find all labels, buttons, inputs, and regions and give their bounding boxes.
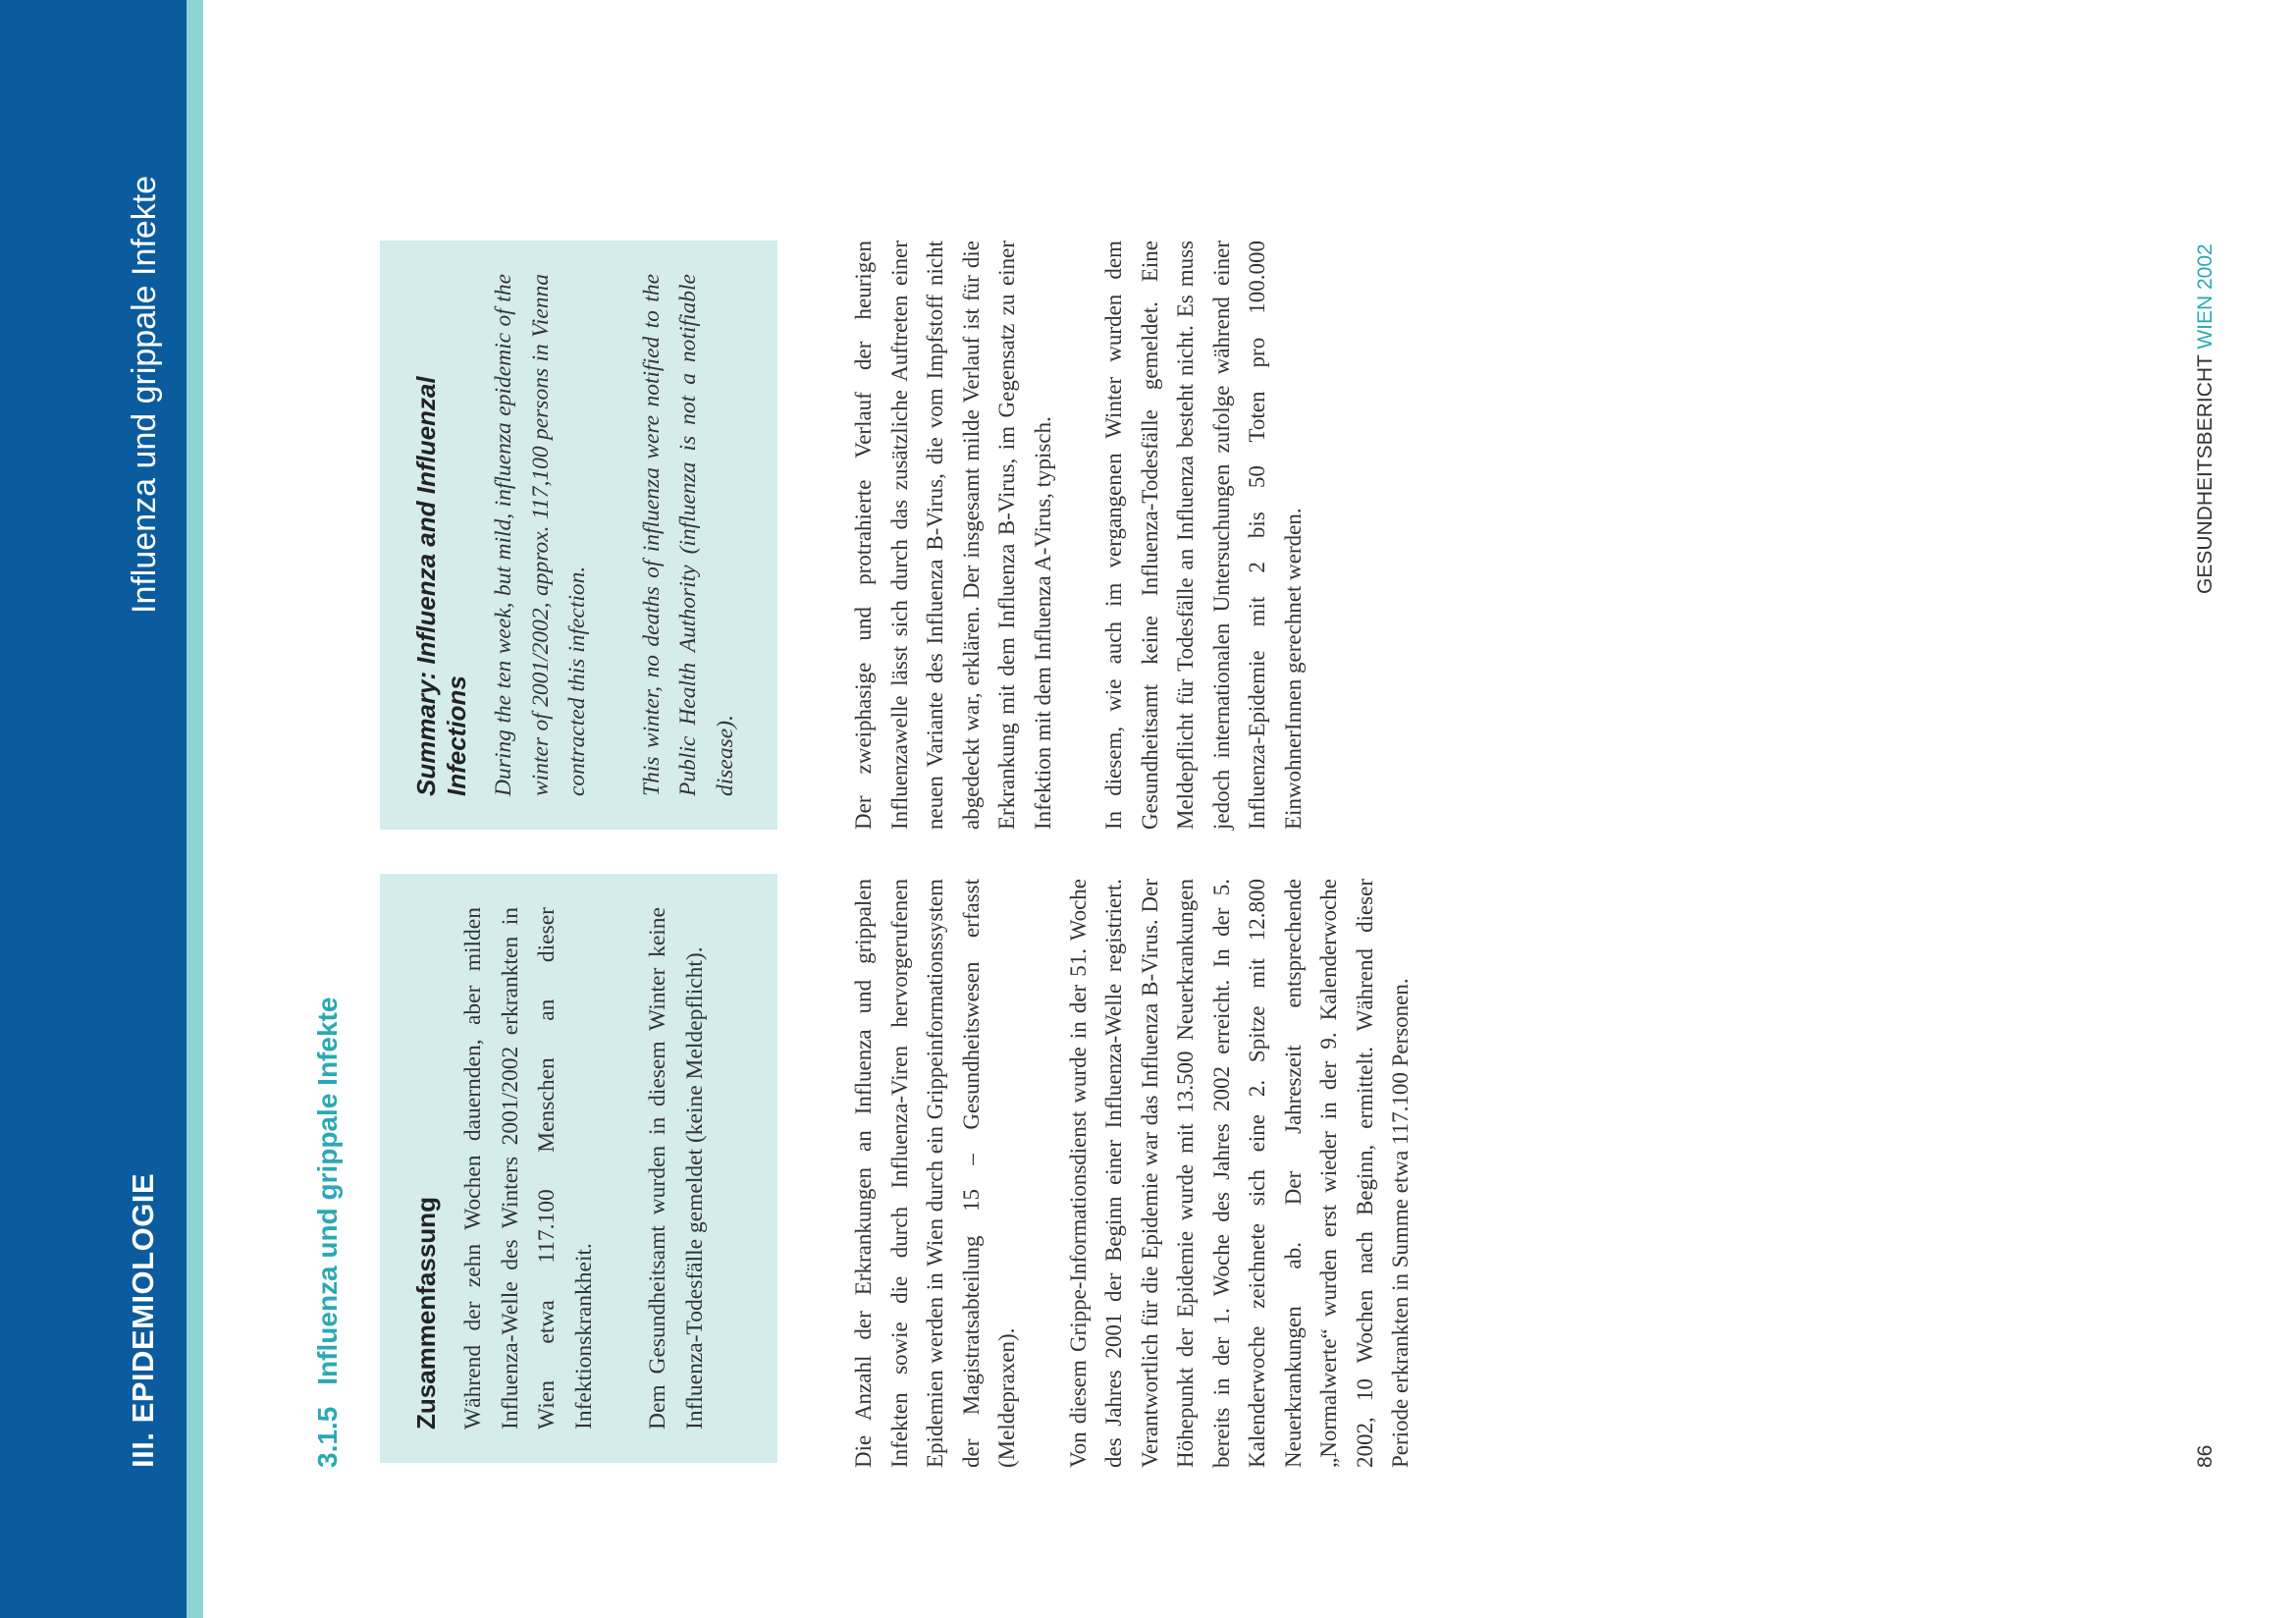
- body-column-2: [846, 241, 1347, 830]
- section-header: III. EPIDEMIOLOGIE: [126, 1172, 160, 1468]
- body-paragraph: Der zweiphasige und protrahierte Verlauf der heurigen Influenzawelle lässt sich durch das zusätzliche Auftreten einer neuen Variante des Influenza B-Virus, die vom Impfstoff nicht abgedeckt war, erklären. Der insgesamt milde Verlauf ist für die Erkrankung mit dem Influenza B-Virus, im Gegensatz zu einer Infektion mit dem Influenza A-Virus, typisch.: [851, 241, 1055, 830]
- body-column-1: [846, 879, 1455, 1468]
- summary-paragraph: Dem Gesundheitsamt wurden in diesem Winter keine Influenza-Todesfälle gemeldet (keine Meldepflicht).: [645, 907, 708, 1429]
- header-band-stripe: [187, 0, 203, 1618]
- summary-heading-german: Zusammenfassung: [411, 1197, 441, 1429]
- section-title-text: Influenza und grippale Infekte: [312, 997, 343, 1385]
- body-paragraph: Von diesem Grippe-Informationsdienst wurde in der 51. Woche des Jahres 2001 der Beginn einer Influenza-Welle registriert. Verantwortlich für die Epidemie war das Influenza B-Virus. Der Höhepunkt der Epidemie wurde mit 13.500 Neuerkrankungen bereits in der 1. Woche des Jahres 2002 erreicht. In der 5. Kalenderwoche zeichnete sich eine 2. Spitze mit 12.800 Neuerkrankungen ab. Der Jahreszeit entsprechende „Normalwerte“ wurden erst wieder in der 9. Kalenderwoche 2002, 10 Wochen nach Beginn, ermittelt. Während dieser Periode erkrankten in Summe etwa 117.100 Personen.: [1065, 879, 1413, 1468]
- chapter-header: Influenza und grippale Infekte: [126, 175, 163, 614]
- body-paragraph: Die Anzahl der Erkrankungen an Influenza und grippalen Infekten sowie die durch Influenza-Viren hervorgerufenen Epidemien werden in Wien durch ein Grippeinformationssystem der Magistratsabteilung 15 – Gesundheitswesen erfasst (Meldepraxen).: [851, 879, 1019, 1468]
- body-paragraph: In diesem, wie auch im vergangenen Winter wurden dem Gesundheitsamt keine Influenza-Todesfälle gemeldet. Eine Meldepflicht für Todesfälle an Influenza besteht nicht. Es muss jedoch internationalen Untersuchungen zufolge während einer Influenza-Epidemie mit 2 bis 50 Toten pro 100.000 EinwohnerInnen gerechnet werden.: [1101, 241, 1306, 830]
- summary-box-german: [380, 874, 777, 1463]
- page-number: 86: [2194, 1444, 2216, 1468]
- section-title: [312, 998, 344, 1468]
- summary-paragraph: During the ten week, but mild, influenza epidemic of the winter of 2001/2002, approx. 117,100 persons in Vienna contracted this infection.: [491, 274, 590, 796]
- summary-paragraph: Während der zehn Wochen dauernden, aber milden Influenza-Welle des Winters 2001/2002 erkrankten in Wien etwa 117.100 Menschen an dieser Infektionskrankheit.: [460, 907, 597, 1429]
- summary-paragraph: This winter, no deaths of influenza were notified to the Public Health Authority (influenza is not a notifiable disease).: [638, 274, 738, 796]
- footer-brand: [2194, 243, 2217, 594]
- summary-box-english: [380, 241, 777, 830]
- footer-brand-accent: WIEN 2002: [2194, 243, 2216, 350]
- footer-brand-text: GESUNDHEITSBERICHT: [2194, 354, 2216, 594]
- section-number: 3.1.5: [312, 1406, 343, 1468]
- summary-heading-english: Summary: Influenza and Influenzal Infections: [411, 376, 471, 796]
